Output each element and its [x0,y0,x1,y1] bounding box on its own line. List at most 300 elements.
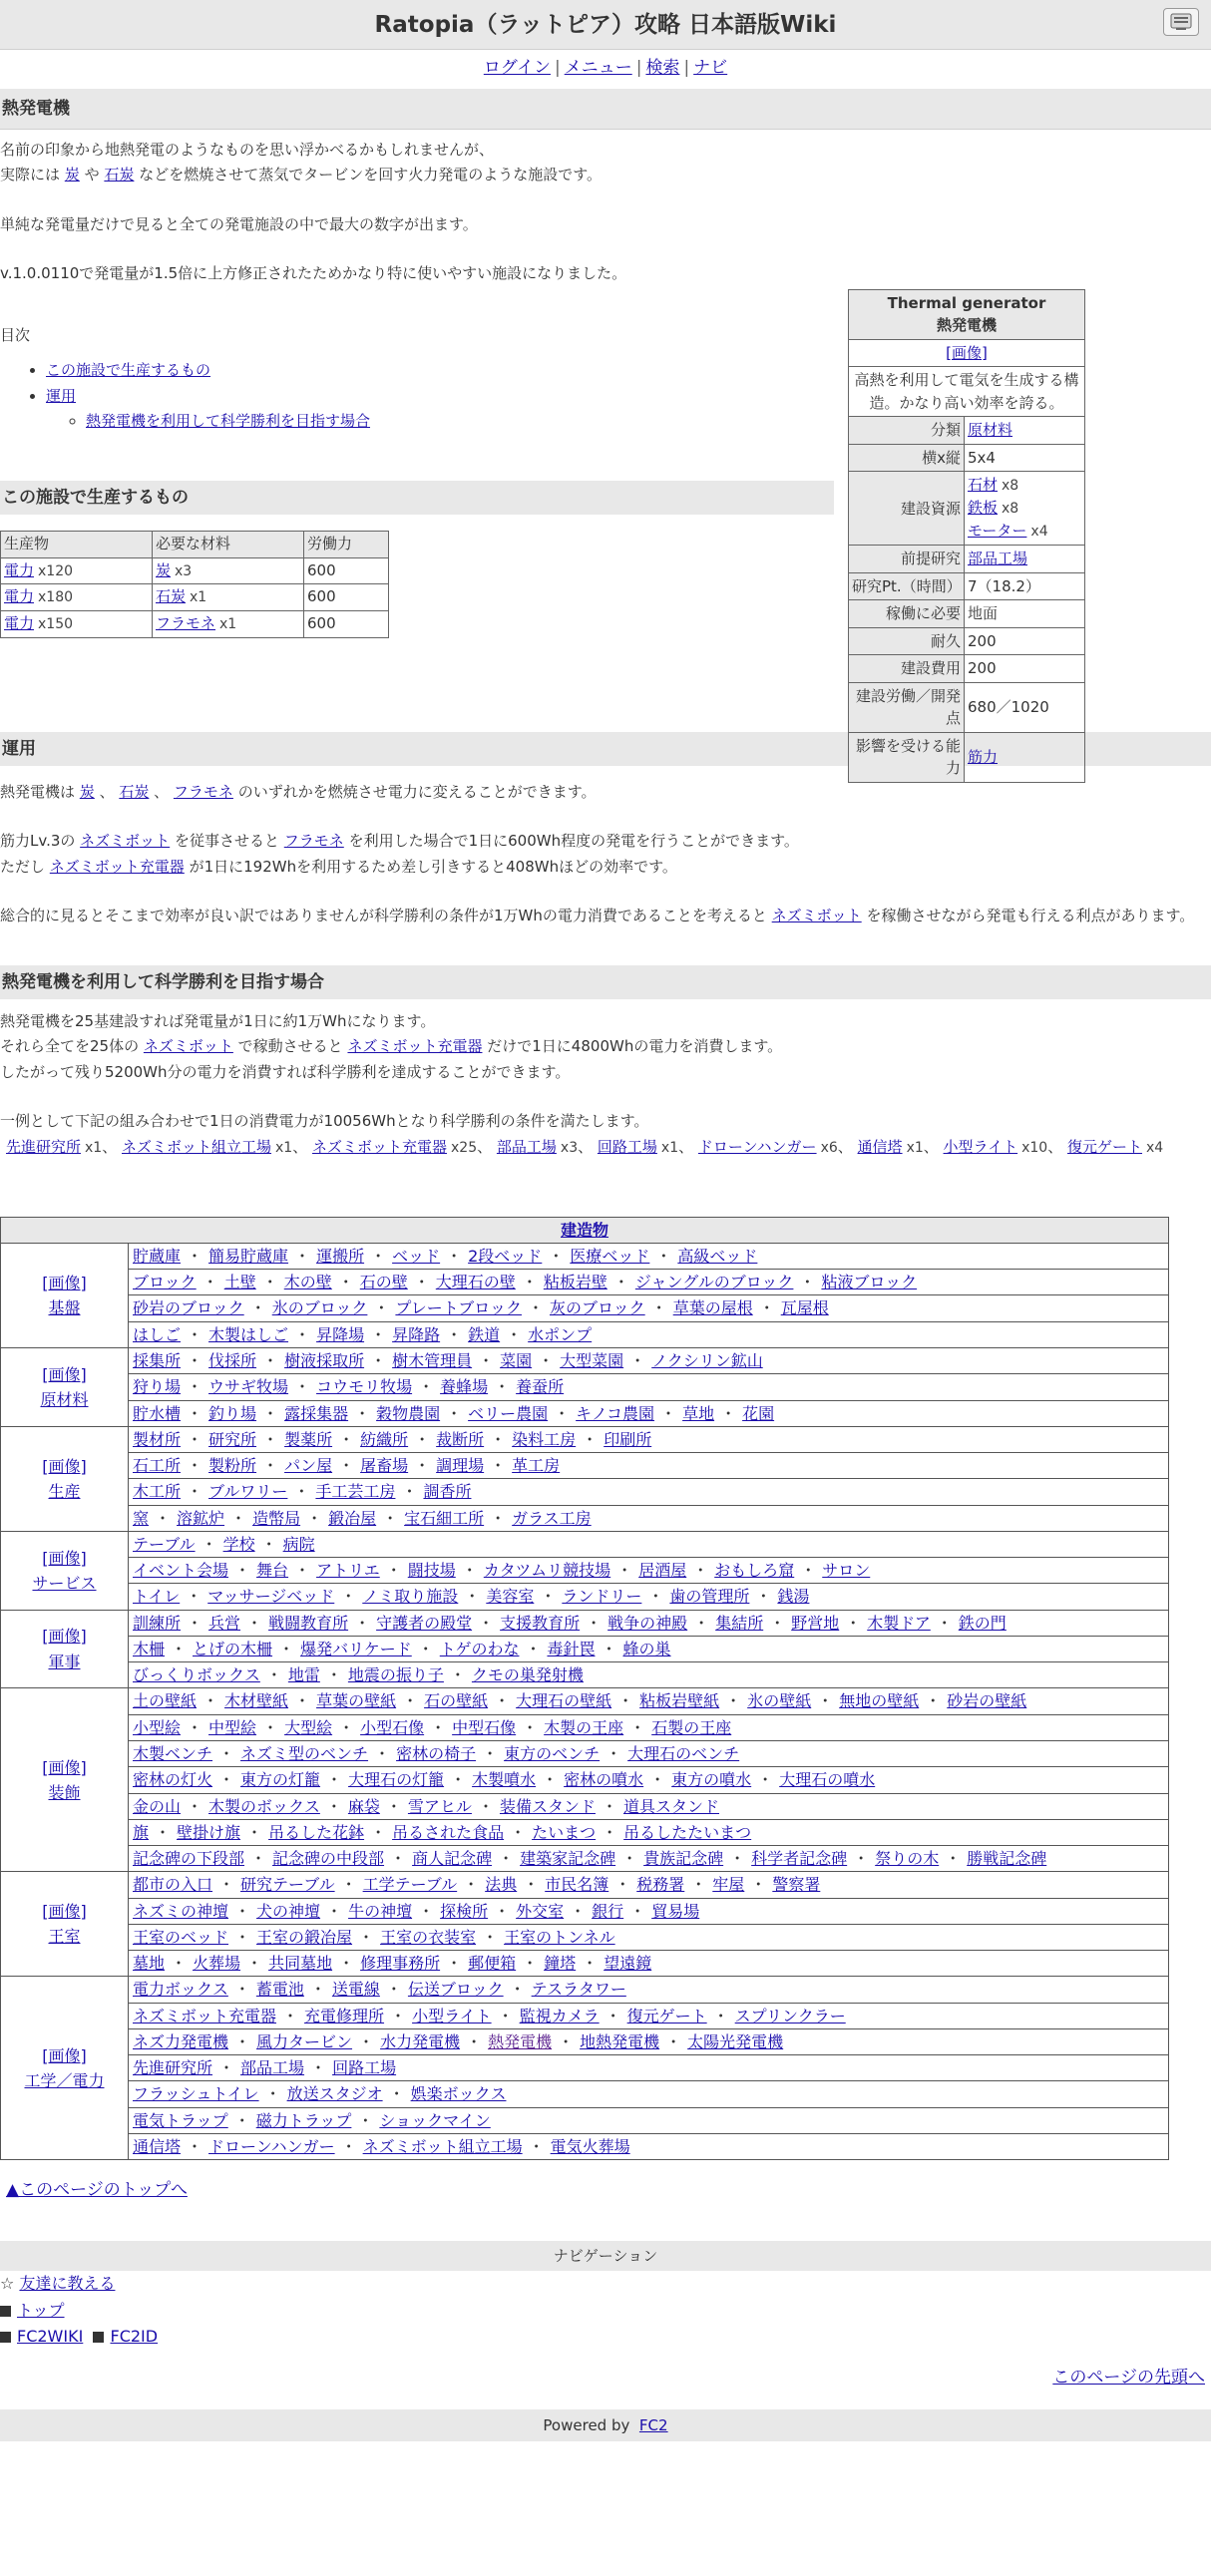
navbox-group-link[interactable]: 装飾 [48,1782,81,1802]
navbox-item-link[interactable]: 送電線 [331,1980,380,2000]
combo-item-link[interactable]: 通信塔 [857,1137,903,1156]
navbox-item-link[interactable]: たいまつ [532,1822,597,1842]
navbox-item-link[interactable]: 伐採所 [208,1351,257,1371]
combo-item-link[interactable]: 回路工場 [597,1137,657,1156]
navbox-item-link[interactable]: 小型ライト [412,2006,492,2025]
navbox-item-link[interactable]: 探検所 [440,1901,489,1921]
navbox-item-link[interactable]: ネズミボット充電器 [133,2006,277,2025]
navbox-item-link[interactable]: キノコ農園 [576,1403,655,1423]
navbox-item-link[interactable]: 金の山 [133,1796,182,1816]
navbox-item-link[interactable]: 東方の灯籠 [240,1770,321,1790]
navbox-item-link[interactable]: 科学者記念碑 [751,1849,848,1869]
navbox-item-link[interactable]: 粘液ブロック [821,1273,918,1292]
navbox-group-image-link[interactable]: [画像] [42,1757,87,1777]
navi-link[interactable]: ナビ [693,58,728,78]
navbox-item-link[interactable]: 牛の神壇 [348,1901,413,1921]
ratbot-charger-link[interactable]: ネズミボット充電器 [49,857,185,876]
navbox-group-link[interactable]: 軍事 [48,1652,81,1671]
navbox-item-link[interactable]: 研究所 [208,1429,257,1449]
navbox-item-link[interactable]: 通信塔 [133,2136,182,2156]
navbox-title-link[interactable]: 建造物 [560,1220,608,1240]
navbox-item-link[interactable]: 石製の王座 [651,1717,732,1737]
navbox-group-link[interactable]: サービス [32,1573,97,1593]
navbox-item-link[interactable]: 手工芸工房 [315,1482,396,1502]
powered-by: Powered by FC2 [0,2409,1211,2441]
navbox-group-link[interactable]: 王室 [48,1927,81,1947]
navbox-item-link[interactable]: スプリンクラー [734,2006,846,2025]
navbox-item-link[interactable]: ショックマイン [379,2110,491,2130]
navbox-item-link[interactable]: 集結所 [715,1613,764,1633]
navbox-item-link[interactable]: 銀行 [592,1901,624,1921]
navbox-item-link[interactable]: 学校 [222,1534,255,1554]
navbox-item-link[interactable]: 昇降路 [392,1324,441,1344]
combo-item-link[interactable]: 部品工場 [496,1137,557,1156]
navbox-item-link[interactable]: 放送スタジオ [286,2084,383,2104]
navbox-item-link[interactable]: 中型石像 [452,1717,517,1737]
navbox-item-link[interactable]: 王室のトンネル [504,1927,615,1947]
navbox-item-link[interactable]: 大理石の壁 [435,1273,516,1292]
navbox-item-link[interactable]: 吊るしたたいまつ [623,1822,752,1842]
navbox-item-link[interactable]: 雪アヒル [407,1796,472,1816]
combo-item-link[interactable]: 復元ゲート [1067,1137,1143,1156]
navbox-item-link[interactable]: 鍛冶屋 [328,1508,377,1528]
navbox-item-link[interactable]: 居酒屋 [638,1561,687,1581]
navbox-item-link[interactable]: 貯蔵庫 [133,1246,182,1266]
page-head-link[interactable]: このページの先頭へ [1052,2368,1205,2389]
coal-link[interactable]: 石炭 [119,782,150,801]
separator: ・ [522,1717,539,1737]
navbox-item-link[interactable]: 修理事務所 [360,1954,441,1974]
navbox-item-link[interactable]: 病院 [282,1534,315,1554]
toc-link[interactable]: この施設で生産するもの [46,361,211,380]
navbox-item-link[interactable]: 木製噴水 [472,1770,537,1790]
navbox-item-link[interactable]: おもしろ窟 [714,1561,795,1581]
navbox-item-link[interactable]: 2段ベッド [468,1246,543,1266]
navbox-item-link[interactable]: 調香所 [423,1482,472,1502]
separator: ・ [729,1849,746,1869]
navbox-item-link[interactable]: 砂岩のブロック [133,1298,244,1318]
navbox-group-image-link[interactable]: [画像] [42,1273,87,1292]
separator: ・ [446,1403,463,1423]
navbox-item-link[interactable]: 野営地 [791,1613,840,1633]
navbox-item-link[interactable]: 地雷 [287,1665,320,1685]
navbox-item-link[interactable]: 鉄道 [468,1324,501,1344]
navbox-item-link[interactable]: 祭りの木 [875,1849,940,1869]
material-link[interactable]: 石炭 [156,587,187,606]
combo-item-link[interactable]: 先進研究所 [6,1137,82,1156]
navbox-item-link[interactable]: 研究テーブル [240,1875,335,1895]
fc2wiki-link[interactable]: FC2WIKI [17,2326,84,2346]
navbox-item-link[interactable]: 復元ゲート [626,2006,707,2025]
navbox-group-image-link[interactable]: [画像] [42,1456,87,1476]
navbox-group-image-link[interactable]: [画像] [42,1364,87,1384]
page-top-link[interactable]: ▲このページのトップへ [6,2180,188,2201]
navbox-group-link[interactable]: 原材料 [40,1389,89,1409]
coal-link[interactable]: 石炭 [104,166,135,184]
navbox-group-link[interactable]: 基盤 [48,1297,81,1317]
navbox-item-link[interactable]: 舞台 [256,1561,289,1581]
navbox-item-link[interactable]: 貴族記念碑 [643,1849,724,1869]
navbox-group-link[interactable]: 生産 [48,1481,81,1501]
footer-nav-heading: ナビゲーション [0,2241,1211,2271]
navbox-item-link[interactable]: 闘技場 [407,1561,456,1581]
separator: ・ [494,1691,511,1711]
navbox-item-link[interactable]: 大型菜園 [560,1351,624,1371]
navbox-items [129,1662,1169,1688]
furamone-link[interactable]: フラモネ [173,782,233,801]
toc-link[interactable]: 熱発電機を利用して科学勝利を目指す場合 [86,412,371,431]
navbox-item-link[interactable]: 木製はしご [208,1324,289,1344]
navbox-item-link[interactable]: 草地 [682,1403,715,1423]
navbox-item-link[interactable]: 兵営 [208,1613,241,1633]
navbox-item-link[interactable]: アトリエ [316,1561,380,1581]
charcoal-link[interactable]: 炭 [79,782,95,801]
navbox-items [129,1321,1169,1347]
navbox-item-link[interactable]: 運搬所 [316,1246,365,1266]
navbox-item-link[interactable]: 木材壁紙 [224,1691,289,1711]
separator: ・ [278,1639,295,1658]
separator: ・ [385,1561,402,1581]
navbox-item-link[interactable]: トイレ [133,1587,181,1607]
separator: ・ [294,1324,311,1344]
navbox-item-link[interactable]: ベリー農園 [468,1403,549,1423]
navbox-item-link[interactable]: 商人記念碑 [412,1849,493,1869]
separator: ・ [418,1901,435,1921]
navbox-item-link[interactable]: 養蚕所 [516,1377,565,1397]
menu-link[interactable]: メニュー [564,58,632,78]
navbox-item-link[interactable]: 支援教育所 [500,1613,581,1633]
navbox-item-link[interactable]: 熱発電機 [488,2031,553,2051]
separator: ・ [187,1351,203,1371]
navbox-item-link[interactable]: 採集所 [133,1351,182,1371]
product-link[interactable]: 電力 [4,614,35,633]
navbox-item-link[interactable]: 粘板岩壁紙 [639,1691,720,1711]
navbox-item-link[interactable]: 電力ボックス [133,1980,228,2000]
navbox-item-link[interactable]: 大理石のベンチ [627,1744,740,1763]
navbox-items [129,1505,1169,1531]
navbox-item-link[interactable]: 王室の衣装室 [380,1927,477,1947]
navbox-item-link[interactable]: 外交室 [516,1901,565,1921]
navbox-item-link[interactable]: マッサージベッド [207,1587,335,1607]
navbox-group-image-link[interactable]: [画像] [42,1902,87,1922]
navbox-item-link[interactable]: サロン [822,1561,871,1581]
search-link[interactable]: 検索 [645,58,680,78]
navbox-item-link[interactable]: ガラス工房 [512,1508,592,1528]
navbox-item-link[interactable]: 記念碑の下段部 [133,1849,245,1869]
navbox-item-link[interactable]: 革工房 [512,1456,561,1476]
navbox-item-link[interactable]: 充電修理所 [304,2006,385,2025]
page-title: 熱発電機 [0,89,1211,130]
navbox-item-link[interactable]: 調理場 [436,1456,485,1476]
navbox-item-link[interactable]: ジャングルのブロック [634,1273,794,1292]
navbox-item-link[interactable]: プレートブロック [395,1298,522,1318]
navbox-item-link[interactable]: 監視カメラ [519,2006,600,2025]
navbox-item-link[interactable]: 木製のボックス [208,1796,320,1816]
navbox-item-link[interactable]: 製粉所 [208,1456,257,1476]
navbox-item-link[interactable]: 装備スタンド [499,1796,596,1816]
combo-item-link[interactable]: ドローンハンガー [697,1137,817,1156]
navbox-item-link[interactable]: ランドリー [562,1587,642,1607]
navbox-item-link[interactable]: 石の壁 [359,1273,408,1292]
separator: ・ [171,1639,188,1658]
product-link[interactable]: 電力 [4,587,35,606]
navbox-item-link[interactable]: 無地の壁紙 [839,1691,920,1711]
navbox-item-link[interactable]: 紡織所 [360,1429,409,1449]
infobox-build-link[interactable]: 鉄板 [968,499,999,518]
navbox-item-link[interactable]: 製材所 [133,1429,182,1449]
navbox-item-link[interactable]: 裁断所 [436,1429,485,1449]
navbox-item-link[interactable]: 王室のベッド [133,1927,229,1947]
login-link[interactable]: ログイン [483,58,551,78]
navbox-item-link[interactable]: 伝送ブロック [407,1980,504,2000]
navbox-item-link[interactable]: 氷の壁紙 [747,1691,812,1711]
navbox-item-link[interactable]: トゲのわな [439,1639,520,1658]
navbox-item-link[interactable]: 昇降場 [316,1324,365,1344]
navbox-item-link[interactable]: 小型石像 [360,1717,425,1737]
navbox-item-link[interactable]: 木製の王座 [544,1717,624,1737]
navbox-item-link[interactable]: 太陽光発電機 [687,2031,784,2051]
navbox-item-link[interactable]: 木製ベンチ [133,1744,213,1763]
navbox-item-link[interactable]: 水ポンプ [528,1324,593,1344]
ratbot-link[interactable]: ネズミボット [143,1037,233,1056]
navbox-item-link[interactable]: 回路工場 [332,2058,397,2078]
navbox-item-link[interactable]: 地熱発電機 [580,2031,660,2051]
separator: ・ [414,1456,431,1476]
navbox-item-link[interactable]: テスラタワー [531,1980,626,2000]
combo-item-link[interactable]: ネズミボット充電器 [312,1137,448,1156]
material-link[interactable]: フラモネ [156,614,216,633]
navbox-item-link[interactable]: 毒針罠 [547,1639,596,1658]
navbox-item-link[interactable]: ドローンハンガー [208,2136,335,2156]
navbox-item-link[interactable]: 部品工場 [240,2058,305,2078]
navbox-item-link[interactable]: ネズミボット組立工場 [362,2136,523,2156]
tell-friend-link[interactable]: 友達に教える [19,2274,116,2294]
navbox-item-link[interactable]: 大理石の灯籠 [348,1770,445,1790]
section-heading: 運用 [0,732,1211,766]
infobox-build-link[interactable]: モーター [968,522,1027,541]
navbox-item-link[interactable]: 木柵 [133,1639,166,1658]
navbox-item-link[interactable]: 市民名簿 [545,1875,609,1895]
navbox-item-link[interactable]: 貯水槽 [133,1403,182,1423]
navbox-item-link[interactable]: 戦闘教育所 [268,1613,349,1633]
navbox-item-link[interactable]: ベッド [392,1246,441,1266]
navbox-item-link[interactable]: 高級ベッド [677,1246,758,1266]
navbox-item-link[interactable]: 風力タービン [256,2031,353,2051]
navbox-item-link[interactable]: 印刷所 [604,1429,652,1449]
combo-item-link[interactable]: 小型ライト [943,1137,1018,1156]
ratbot-charger-link[interactable]: ネズミボット充電器 [347,1037,483,1056]
navbox-item-link[interactable]: 土の壁紙 [133,1691,198,1711]
navbox-item-link[interactable]: 壁掛け旗 [177,1822,241,1842]
product-link[interactable]: 電力 [4,560,35,579]
navbox-item-link[interactable]: 戦争の神殿 [607,1613,688,1633]
navbox-item-link[interactable]: 大理石の壁紙 [516,1691,612,1711]
navbox-item-link[interactable]: 税務署 [636,1875,685,1895]
navbox-item-link[interactable]: 粘板岩壁 [543,1273,607,1292]
navbox-item-link[interactable]: 麻袋 [347,1796,380,1816]
navbox-item-link[interactable]: イベント会場 [133,1561,229,1581]
navbox-item-link[interactable]: 美容室 [486,1587,535,1607]
navbox-item-link[interactable]: 鉄の門 [958,1613,1007,1633]
navbox-item-link[interactable]: 菜園 [500,1351,533,1371]
navbox-item-link[interactable]: 吊るした花鉢 [268,1822,365,1842]
navbox-item-link[interactable]: 染料工房 [512,1429,577,1449]
navbox-item-link[interactable]: 共同墓地 [268,1954,333,1974]
navbox-item-link[interactable]: 製薬所 [284,1429,333,1449]
navbox-item-link[interactable]: 貿易場 [651,1901,700,1921]
navbox-item-link[interactable]: 木製ドア [867,1613,931,1633]
navbox-item-link[interactable]: 東方のベンチ [504,1744,601,1763]
navbox-item-link[interactable]: 樹液採取所 [284,1351,365,1371]
navbox-item-link[interactable]: 水力発電機 [380,2031,461,2051]
top-link[interactable]: トップ [17,2300,65,2320]
navbox-item-link[interactable]: 勝戦記念碑 [967,1849,1047,1869]
navbox-item-link[interactable]: 釣り場 [208,1403,257,1423]
infobox-prereq-link[interactable]: 部品工場 [968,550,1028,568]
navbox-item-link[interactable]: コウモリ牧場 [316,1377,413,1397]
navbox-item-link[interactable]: 土壁 [223,1273,256,1292]
navbox-item-link[interactable]: 屠畜場 [360,1456,409,1476]
navbox-item-link[interactable]: 旗 [133,1822,150,1842]
navbox-item-link[interactable]: 灰のブロック [549,1298,645,1318]
navbox-item-link[interactable]: 警察署 [772,1875,821,1895]
navbox-item-link[interactable]: 石の壁紙 [424,1691,489,1711]
navbox-item-link[interactable]: 木の壁 [283,1273,332,1292]
navbox-item-link[interactable]: 電気火葬場 [550,2136,630,2156]
navbox-item-link[interactable]: 樹木管理員 [392,1351,473,1371]
fc2-link[interactable]: FC2 [638,2416,668,2435]
navbox-item-link[interactable]: 溶鉱炉 [177,1508,225,1528]
navbox-item-link[interactable]: 木工所 [133,1482,182,1502]
navbox-item-link[interactable]: 草葉の屋根 [672,1298,753,1318]
navbox-item-link[interactable]: フラッシュトイレ [133,2084,259,2104]
navbox-item-link[interactable]: 養蜂場 [440,1377,489,1397]
navbox-item-link[interactable]: 石工所 [133,1456,182,1476]
navbox-item-link[interactable]: 医療ベッド [570,1246,650,1266]
navbox-item-link[interactable]: 訓練所 [133,1613,182,1633]
navbox-item-link[interactable]: 窯 [133,1508,150,1528]
navbox-item-link[interactable]: 電気トラップ [133,2110,228,2130]
navbox-item-link[interactable]: 氷のブロック [271,1298,368,1318]
navbox-item-link[interactable]: 東方の噴水 [671,1770,752,1790]
navbox-item-link[interactable]: 記念碑の中段部 [272,1849,385,1869]
navbox-item-link[interactable]: カタツムリ競技場 [483,1561,611,1581]
infobox-category-link[interactable]: 原材料 [968,421,1013,440]
separator: ・ [262,1717,279,1737]
navbox-item-link[interactable]: 鐘塔 [544,1954,577,1974]
navbox-item-link[interactable]: 造幣局 [252,1508,301,1528]
navbox-group-image-link[interactable]: [画像] [42,2045,87,2065]
navbox-item-link[interactable]: 歯の管理所 [669,1587,750,1607]
navbox-item-link[interactable]: 大理石の噴水 [779,1770,876,1790]
navbox-group-image-link[interactable]: [画像] [42,1548,87,1568]
navbox-item-link[interactable]: びっくりボックス [133,1665,260,1685]
navbox-item-link[interactable]: 狩り場 [133,1377,182,1397]
infobox-image-link[interactable]: [画像] [946,343,988,362]
navbox-items [129,2003,1169,2028]
navbox-item-link[interactable]: ノクシリン鉱山 [651,1351,763,1371]
furamone-link[interactable]: フラモネ [283,832,344,851]
navbox-item-link[interactable]: ネズ力発電機 [133,2031,229,2051]
navbox-item-link[interactable]: 中型絵 [208,1717,257,1737]
navbox-item-link[interactable]: パン屋 [284,1456,333,1476]
navbox-item-link[interactable]: 小型絵 [133,1717,182,1737]
navbox-item-link[interactable]: ウサギ牧場 [208,1377,289,1397]
ratbot-link[interactable]: ネズミボット [771,907,862,925]
material-link[interactable]: 炭 [156,560,172,579]
navbox-item-link[interactable]: 磁力トラップ [255,2110,352,2130]
navbox-group-image-link[interactable]: [画像] [42,1627,87,1647]
navbox-item-link[interactable]: 望遠鏡 [604,1954,652,1974]
navbox-item-link[interactable]: 墓地 [133,1954,166,1974]
separator: ・ [402,1691,419,1711]
navbox-item-link[interactable]: 法典 [485,1875,518,1895]
navbox-item-link[interactable]: 建築家記念碑 [520,1849,616,1869]
navbox-item-link[interactable]: 都市の入口 [133,1875,213,1895]
navbox-item-link[interactable]: クモの巣発射機 [471,1665,584,1685]
navbox-item-link[interactable]: 娯楽ボックス [410,2084,507,2104]
charcoal-link[interactable]: 炭 [64,166,80,184]
navbox-item-link[interactable]: 花園 [742,1403,775,1423]
navbox-item-link[interactable]: 先進研究所 [133,2058,213,2078]
navbox-item-link[interactable]: 大型絵 [284,1717,333,1737]
combo-item-link[interactable]: ネズミボット組立工場 [122,1137,272,1156]
navbox-group-link[interactable]: 工学／電力 [24,2070,105,2090]
fc2id-link[interactable]: FC2ID [110,2326,159,2346]
navbox-item-link[interactable]: 砂岩の壁紙 [947,1691,1027,1711]
navbox-item-link[interactable]: テーブル [133,1534,196,1554]
navbox-item-link[interactable]: 密林の灯火 [133,1770,213,1790]
navbox-item-link[interactable]: とげの木柵 [193,1639,273,1658]
infobox-ability-link[interactable]: 筋力 [968,748,999,767]
navbox-item-link[interactable]: 簡易貯蔵庫 [208,1246,289,1266]
navbox-item-link[interactable]: 露採集器 [284,1403,349,1423]
menu-button[interactable] [1163,8,1199,36]
navbox-item-link[interactable]: はしご [133,1324,182,1344]
navbox-item-link[interactable]: ブルワリー [208,1482,288,1502]
navbox-item-link[interactable]: 宝石細工所 [404,1508,485,1528]
navbox-item-link[interactable]: 犬の神壇 [256,1901,321,1921]
toc-link[interactable]: 運用 [46,386,77,405]
navbox-item-link[interactable]: 王室の鍛冶屋 [256,1927,353,1947]
navbox-item-link[interactable]: ネズミ型のベンチ [240,1744,369,1763]
navbox-item-link[interactable]: 郵便箱 [468,1954,517,1974]
navbox-item-link[interactable]: 密林の噴水 [564,1770,644,1790]
site-header [0,0,1211,50]
navbox-item-link[interactable]: 瓦屋根 [780,1298,829,1318]
navbox-item-link[interactable]: 吊るされた食品 [392,1822,505,1842]
navbox-item-link[interactable]: 地震の振り子 [347,1665,444,1685]
navbox-item-link[interactable]: 穀物農園 [376,1403,441,1423]
navbox-item-link[interactable]: 火葬場 [193,1954,241,1974]
navbox-item-link[interactable]: 蜂の巣 [622,1639,671,1658]
navbox-item-link[interactable]: 爆発バリケード [300,1639,412,1658]
navbox-item-link[interactable]: ノミ取り施設 [362,1587,459,1607]
navbox-item-link[interactable]: ネズミの神壇 [133,1901,229,1921]
navbox-item-link[interactable]: 工学テーブル [362,1875,458,1895]
navbox-item-link[interactable]: 守護者の殿堂 [376,1613,473,1633]
navbox-row [1,1584,1169,1610]
navbox-item-link[interactable]: 蓄電池 [255,1980,304,2000]
ratbot-link[interactable]: ネズミボット [80,832,171,851]
navbox-item-link[interactable]: 草葉の壁紙 [316,1691,397,1711]
navbox-item-link[interactable]: 牢屋 [712,1875,745,1895]
navbox-item-link[interactable]: 密林の椅子 [396,1744,477,1763]
navbox-item-link[interactable]: 道具スタンド [622,1796,719,1816]
navbox-item-link[interactable]: 銭湯 [777,1587,810,1607]
navbox-item-link[interactable]: ブロック [133,1273,197,1292]
infobox-build-link[interactable]: 石材 [968,476,999,495]
